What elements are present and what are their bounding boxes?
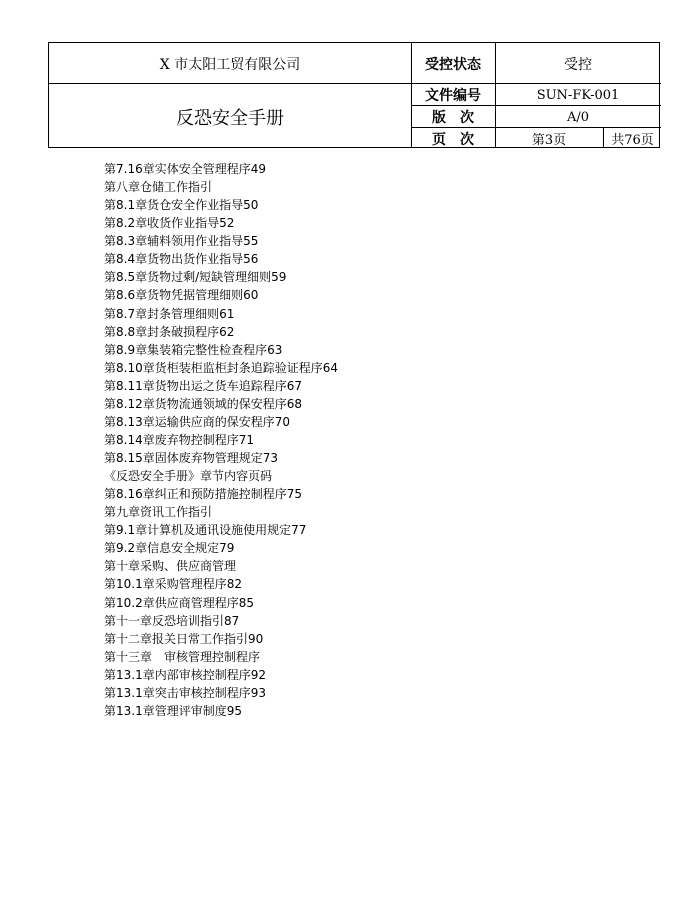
toc-entry: 第8.3章辅料领用作业指导55 <box>104 234 259 249</box>
toc-entry: 第7.16章实体安全管理程序49 <box>104 162 266 176</box>
toc-entry: 第8.14章废弃物控制程序71 <box>104 432 254 447</box>
toc-entry: 第10.1章采购管理程序82 <box>104 577 242 592</box>
toc-entry: 第八章仓储工作指引 <box>104 180 213 195</box>
doc-number-value: SUN-FK-001 <box>536 87 620 103</box>
toc-entry: 第8.12章货物流通领域的保安程序68 <box>104 396 302 411</box>
toc-entry: 第8.2章收货作业指导52 <box>104 216 235 231</box>
document-header-table <box>48 42 660 148</box>
toc-entry: 第8.13章运输供应商的保安程序70 <box>104 414 290 429</box>
toc-entry: 第13.1章管理评审制度95 <box>104 703 242 718</box>
toc-entry: 第十二章报关日常工作指引90 <box>104 631 264 646</box>
doc-number-label: 文件编号 <box>425 88 481 104</box>
toc-entry: 第8.7章封条管理细则61 <box>104 306 235 321</box>
toc-entry: 第9.2章信息安全规定79 <box>104 541 235 556</box>
page-current: 第3页 <box>531 133 567 148</box>
table-of-contents <box>104 160 338 720</box>
toc-entry: 第10.2章供应商管理程序85 <box>104 595 254 610</box>
document-title: 反恐安全手册 <box>176 107 284 129</box>
toc-entry: 第8.6章货物凭据管理细则60 <box>104 288 259 303</box>
toc-entry: 《反恐安全手册》章节内容页码 <box>104 469 273 484</box>
toc-entry: 第十一章反恐培训指引87 <box>104 613 240 628</box>
page-label: 页 次 <box>432 131 474 148</box>
toc-entry: 第8.9章集装箱完整性检查程序63 <box>104 342 283 357</box>
toc-entry: 第十三章 审核管理控制程序 <box>104 649 261 664</box>
toc-entry: 第13.1章突击审核控制程序93 <box>104 685 266 700</box>
toc-entry: 第九章资讯工作指引 <box>104 505 213 520</box>
toc-entry: 第8.11章货物出运之货车追踪程序67 <box>104 378 302 393</box>
toc-entry: 第8.4章货物出货作业指导56 <box>104 252 259 267</box>
version-label: 版 次 <box>432 110 474 126</box>
toc-entry: 第9.1章计算机及通讯设施使用规定77 <box>104 523 307 538</box>
toc-entry: 第8.10章货柜装柜监柜封条追踪验证程序64 <box>104 360 338 375</box>
control-status-value: 受控 <box>564 56 592 73</box>
toc-entry: 第8.1章货仓安全作业指导50 <box>104 198 259 213</box>
page-total: 共76页 <box>611 133 654 148</box>
toc-entry: 第十章采购、供应商管理 <box>104 559 237 574</box>
control-status-label: 受控状态 <box>425 56 481 73</box>
toc-entry: 第8.15章固体废弃物管理规定73 <box>104 451 278 465</box>
toc-entry: 第8.16章纠正和预防措施控制程序75 <box>104 487 302 502</box>
company-name: X 市太阳工贸有限公司 <box>159 56 301 73</box>
toc-entry: 第8.8章封条破损程序62 <box>104 324 235 339</box>
toc-entry: 第8.5章货物过剩/短缺管理细则59 <box>104 270 287 285</box>
toc-entry: 第13.1章内部审核控制程序92 <box>104 667 266 682</box>
version-value: A/0 <box>566 109 590 125</box>
